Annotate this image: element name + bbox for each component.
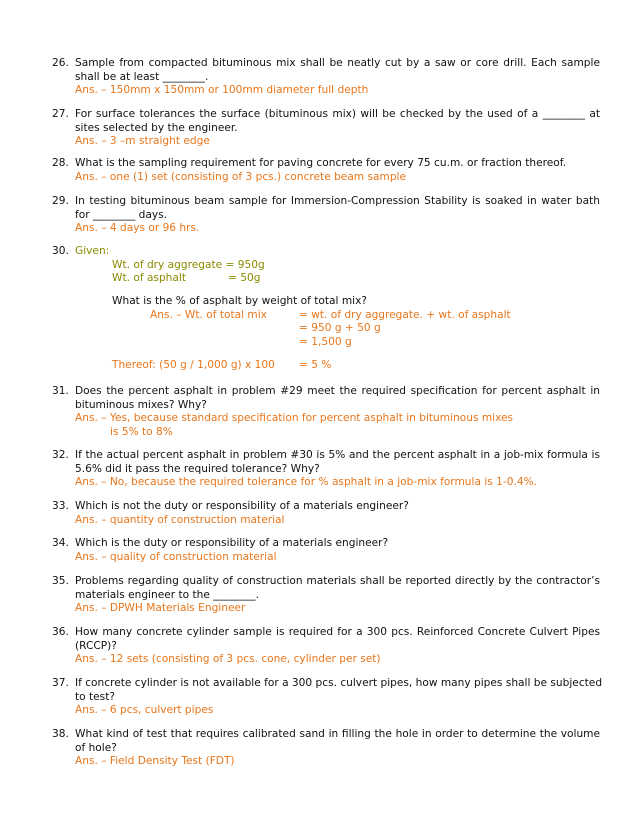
answer-text: Ans. – DPWH Materials Engineer	[75, 602, 246, 614]
question-number: 37.	[52, 677, 69, 689]
question-number: 26.	[52, 57, 69, 69]
question-number: 33.	[52, 500, 69, 512]
answer-text: Ans. – 4 days or 96 hrs.	[75, 222, 200, 234]
question-number: 31.	[52, 385, 69, 397]
question-number: 35.	[52, 575, 69, 587]
question-26	[52, 57, 600, 98]
question-37	[52, 677, 603, 718]
question-text: What is the sampling requirement for paving concrete for every 75 cu.m. or fraction thereof.	[75, 157, 567, 169]
question-text: sites selected by the engineer.	[75, 121, 238, 134]
answer-text: Ans. – No, because the required tolerance for % asphalt in a job-mix formula is 1-0.4%.	[75, 476, 537, 488]
question-number: 36.	[52, 626, 69, 638]
answer-text: Ans. – quality of construction material	[75, 550, 277, 563]
answer-text: Ans. – quantity of construction material	[75, 513, 285, 526]
question-number: 30.	[52, 245, 69, 257]
question-text: materials engineer to the ________.	[75, 588, 259, 601]
question-28	[52, 157, 600, 184]
question-29	[52, 195, 600, 236]
question-text: Which is the duty or responsibility of a materials engineer?	[75, 537, 389, 549]
answer-text: Ans. – 3 –m straight edge	[75, 135, 210, 147]
answer-text: Ans. – 150mm x 150mm or 100mm diameter full depth	[75, 84, 369, 96]
given-dry-aggregate: Wt. of dry aggregate = 950g	[112, 258, 265, 271]
given-asphalt-value: = 50g	[228, 272, 261, 284]
question-number: 38.	[52, 728, 69, 740]
answer-text: Ans. – 6 pcs, culvert pipes	[75, 704, 214, 716]
question-text: for ________ days.	[75, 208, 168, 221]
answer-text: Ans. – one (1) set (consisting of 3 pcs.) concrete beam sample	[75, 170, 407, 183]
question-34	[52, 537, 600, 564]
question-text: of hole?	[75, 741, 117, 754]
question-text: (RCCP)?	[75, 639, 117, 652]
question-38	[52, 728, 600, 769]
question-text: Problems regarding quality of construction materials shall be reported directly by the contractor’s	[75, 575, 600, 587]
question-35	[52, 575, 600, 616]
question-text: If the actual percent asphalt in problem #30 is 5% and the percent asphalt in a job-mix formula is	[75, 449, 600, 461]
given-asphalt-label: Wt. of asphalt	[112, 272, 186, 284]
question-33	[52, 500, 600, 527]
question-30	[52, 245, 600, 370]
answer-text: is 5% to 8%	[110, 425, 173, 438]
question-text: 5.6% did it pass the required tolerance? Why?	[75, 462, 320, 475]
question-31	[52, 385, 600, 439]
question-number: 28.	[52, 157, 69, 169]
answer-text: Ans. – Yes, because standard specification for percent asphalt in bituminous mixes	[75, 412, 514, 424]
question-text: to test?	[75, 690, 115, 703]
question-text: What is the % of asphalt by weight of total mix?	[112, 295, 367, 307]
answer-equation-1: = wt. of dry aggregate. + wt. of asphalt	[299, 308, 511, 321]
question-36	[52, 626, 600, 667]
question-text: For surface tolerances the surface (bituminous mix) will be checked by the used of a ________ at	[75, 108, 600, 120]
question-text: In testing bituminous beam sample for Immersion-Compression Stability is soaked in water bath	[75, 195, 600, 207]
question-number: 29.	[52, 195, 69, 207]
answer-label: Ans. – Wt. of total mix	[150, 308, 267, 321]
given-label: Given:	[75, 245, 110, 257]
question-text: How many concrete cylinder sample is required for a 300 pcs. Reinforced Concrete Culvert Pipes	[75, 626, 600, 638]
answer-result: = 5 %	[299, 359, 332, 371]
answer-equation-3: = 1,500 g	[299, 335, 352, 348]
question-number: 32.	[52, 449, 69, 461]
answer-thereof: Thereof: (50 g / 1,000 g) x 100	[112, 359, 275, 371]
question-text: If concrete cylinder is not available for a 300 pcs. culvert pipes, how many pipes shall be subjected	[75, 677, 603, 689]
question-27	[52, 108, 600, 149]
question-text: Does the percent asphalt in problem #29 meet the required specification for percent asphalt in	[75, 385, 600, 397]
question-32	[52, 449, 600, 490]
answer-equation-2: = 950 g + 50 g	[299, 322, 381, 334]
question-text: What kind of test that requires calibrated sand in filling the hole in order to determine the volume	[75, 728, 600, 740]
question-text: bituminous mixes? Why?	[75, 398, 207, 411]
question-text: shall be at least ________.	[75, 70, 209, 83]
question-number: 27.	[52, 108, 69, 120]
question-text: Sample from compacted bituminous mix shall be neatly cut by a saw or core drill. Each sample	[75, 57, 600, 69]
question-number: 34.	[52, 537, 69, 549]
answer-text: Ans. – 12 sets (consisting of 3 pcs. cone, cylinder per set)	[75, 653, 381, 665]
question-text: Which is not the duty or responsibility of a materials engineer?	[75, 500, 409, 512]
answer-text: Ans. – Field Density Test (FDT)	[75, 755, 235, 767]
